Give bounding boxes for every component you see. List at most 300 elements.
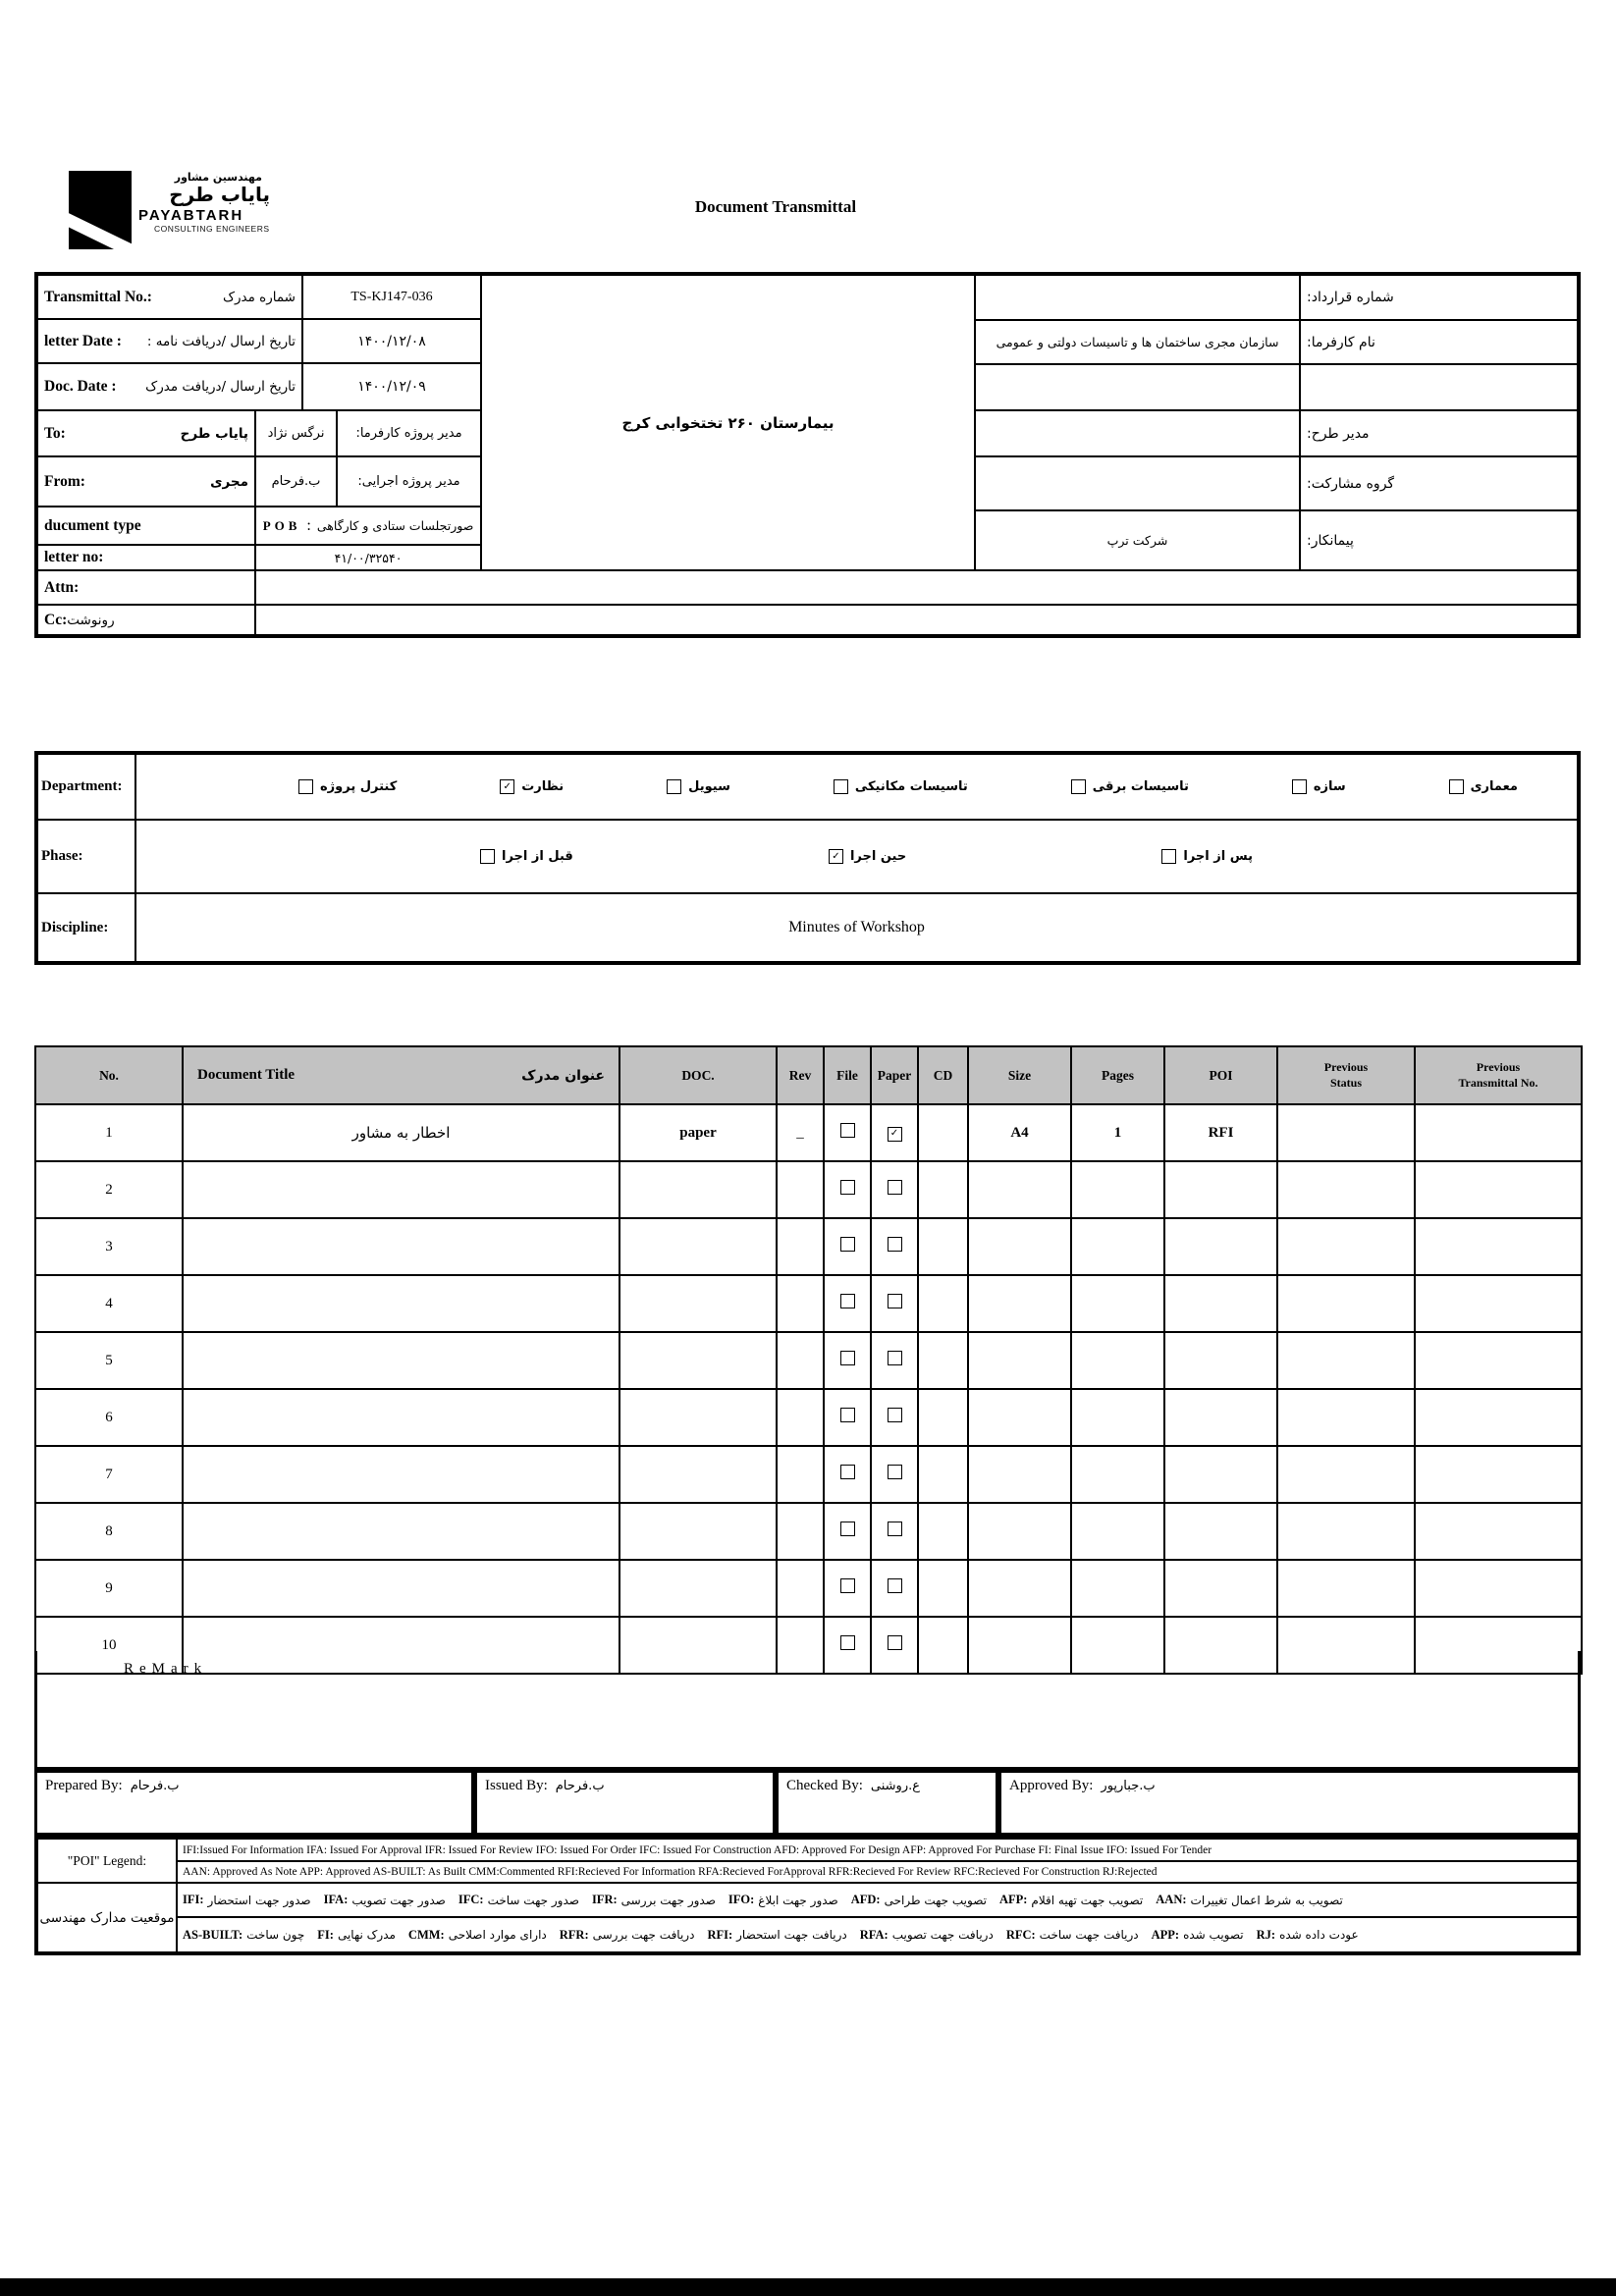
- previous-status-cell: [1277, 1560, 1415, 1617]
- legend-entry-text: دریافت جهت تصویب: [891, 1928, 994, 1942]
- pages-cell: [1071, 1161, 1164, 1218]
- legend-entry-text: تصویب جهت تهیه اقلام: [1031, 1893, 1144, 1907]
- document-list-table: [34, 1045, 1583, 1675]
- from-field: From: مجری: [37, 456, 255, 507]
- file-checkbox-cell: [824, 1275, 871, 1332]
- document-row: [35, 1389, 1582, 1446]
- paper-checkbox-cell: [871, 1218, 918, 1275]
- pages-cell: [1071, 1218, 1164, 1275]
- legend-entry-code: RFA:: [859, 1927, 889, 1942]
- poi-cell: RFI: [1164, 1104, 1277, 1161]
- rev-cell: [777, 1503, 824, 1560]
- department-option-label: تاسیسات برقی: [1092, 779, 1189, 794]
- rev-cell: [777, 1275, 824, 1332]
- paper-checkbox[interactable]: [888, 1465, 902, 1479]
- document-title-cell: [183, 1560, 619, 1617]
- file-checkbox[interactable]: [840, 1237, 855, 1252]
- paper-checkbox-cell: [871, 1446, 918, 1503]
- logo-en-name: PAYABTARH: [138, 207, 244, 224]
- file-checkbox-cell: [824, 1560, 871, 1617]
- size-cell: [968, 1560, 1071, 1617]
- paper-checkbox[interactable]: [888, 1237, 902, 1252]
- paper-checkbox-cell: [871, 1560, 918, 1617]
- document-title-cell: [183, 1275, 619, 1332]
- approved-by-box: Approved By: ب.جبارپور: [998, 1770, 1581, 1836]
- previous-status-cell: [1277, 1275, 1415, 1332]
- pages-cell: [1071, 1503, 1164, 1560]
- previous-transmittal-cell: [1415, 1161, 1582, 1218]
- letter-date-value: ۱۴۰۰/۱۲/۰۸: [302, 319, 481, 363]
- poi-cell: [1164, 1332, 1277, 1389]
- legend-entry-text: تصویب شده: [1183, 1928, 1244, 1942]
- doc-type-cell: [619, 1161, 777, 1218]
- legend-entry-code: IFC:: [458, 1893, 484, 1906]
- cd-cell: [918, 1218, 968, 1275]
- department-checkbox[interactable]: [1449, 779, 1464, 794]
- previous-transmittal-cell: [1415, 1218, 1582, 1275]
- document-table-header: [35, 1046, 1582, 1104]
- paper-checkbox-cell: [871, 1389, 918, 1446]
- file-checkbox-cell: [824, 1161, 871, 1218]
- cd-cell: [918, 1389, 968, 1446]
- size-cell: [968, 1389, 1071, 1446]
- poi-legend-table: [34, 1836, 1581, 1955]
- legend-entry: [1156, 1893, 1343, 1907]
- legend-entry-code: AFD:: [850, 1893, 881, 1906]
- row-number-cell: 10: [35, 1617, 183, 1674]
- file-checkbox-cell: [824, 1446, 871, 1503]
- col-file: File: [824, 1046, 871, 1104]
- row-number-cell: 4: [35, 1275, 183, 1332]
- previous-status-cell: [1277, 1446, 1415, 1503]
- empty-row-label: [1300, 364, 1578, 410]
- col-title: Document Title عنوان مدرک: [183, 1046, 619, 1104]
- legend-english-line-2: AAN: Approved As Note APP: Approved AS-BUILT: As Built CMM:Commented RFI:Recieved For Information RFA:Recieved ForApproval RFR:Recieved For Review RFC:Recieved For Construction RJ:Rejected: [177, 1861, 1578, 1883]
- doc-type-cell: [619, 1218, 777, 1275]
- doc-type-cell: [619, 1275, 777, 1332]
- department-checkbox[interactable]: ✓: [500, 779, 514, 794]
- approved-by-value: ب.جبارپور: [1101, 1779, 1156, 1793]
- department-option: [500, 779, 564, 794]
- document-row: [35, 1218, 1582, 1275]
- rev-cell: [777, 1332, 824, 1389]
- remark-label: ReMark: [124, 1661, 208, 1677]
- legend-entry-text: دریافت جهت استحضار: [736, 1928, 847, 1942]
- department-label: Department:: [37, 754, 135, 820]
- col-poi: POI: [1164, 1046, 1277, 1104]
- legend-entry: [183, 1928, 304, 1943]
- file-checkbox-cell: [824, 1104, 871, 1161]
- doc-date-value: ۱۴۰۰/۱۲/۰۹: [302, 363, 481, 410]
- department-option: [667, 779, 730, 794]
- partnership-group-label: گروه مشارکت:: [1300, 456, 1578, 510]
- document-title-cell: [183, 1161, 619, 1218]
- legend-farsi-line-1: [177, 1883, 1578, 1917]
- legend-entry: [999, 1893, 1143, 1907]
- file-checkbox[interactable]: [840, 1635, 855, 1650]
- file-checkbox-cell: [824, 1389, 871, 1446]
- size-cell: [968, 1446, 1071, 1503]
- attn-value[interactable]: [255, 570, 1578, 605]
- legend-entry: [707, 1928, 846, 1943]
- file-checkbox[interactable]: [840, 1294, 855, 1308]
- document-title-cell: [183, 1218, 619, 1275]
- rev-cell: [777, 1560, 824, 1617]
- checked-by-box: Checked By: ع.روشنی: [776, 1770, 998, 1836]
- file-checkbox[interactable]: [840, 1123, 855, 1138]
- row-number-cell: 5: [35, 1332, 183, 1389]
- legend-entry: [560, 1928, 695, 1943]
- contract-no-label: شماره قرارداد:: [1300, 275, 1578, 320]
- col-previous-status: Previous Status: [1277, 1046, 1415, 1104]
- legend-entry: [1257, 1928, 1359, 1943]
- paper-checkbox[interactable]: [888, 1180, 902, 1195]
- previous-status-cell: [1277, 1161, 1415, 1218]
- doc-type-cell: [619, 1560, 777, 1617]
- paper-checkbox[interactable]: [888, 1635, 902, 1650]
- legend-entry-code: IFR:: [591, 1893, 618, 1906]
- phase-checkbox[interactable]: ✓: [829, 849, 843, 864]
- transmittal-no-label: Transmittal No.: شماره مدرک: [37, 275, 302, 319]
- legend-entry-code: FI:: [317, 1927, 334, 1942]
- paper-checkbox[interactable]: [888, 1351, 902, 1365]
- transmittal-no-value: TS-KJ147-036: [302, 275, 481, 319]
- department-option-label: نظارت: [521, 779, 565, 794]
- row-number-cell: 8: [35, 1503, 183, 1560]
- row-number-cell: 6: [35, 1389, 183, 1446]
- col-rev: Rev: [777, 1046, 824, 1104]
- contractor-value: شرکت ترپ: [975, 510, 1300, 570]
- poi-cell: [1164, 1560, 1277, 1617]
- client-pm-label: مدیر پروژه کارفرما:: [337, 410, 481, 456]
- department-option: [834, 779, 968, 794]
- legend-entry: [317, 1928, 396, 1943]
- prepared-by-value: ب.فرحام: [130, 1779, 180, 1793]
- document-title-cell: [183, 1332, 619, 1389]
- paper-checkbox[interactable]: [888, 1578, 902, 1593]
- client-name-value: سازمان مجری ساختمان ها و تاسیسات دولتی و عمومی: [975, 320, 1300, 364]
- file-checkbox-cell: [824, 1503, 871, 1560]
- col-previous-transmittal: Previous Transmittal No.: [1415, 1046, 1582, 1104]
- legend-entry-text: صدور جهت تصویب: [351, 1893, 446, 1907]
- poi-cell: [1164, 1446, 1277, 1503]
- letter-no-value: ۴۱/۰۰/۳۲۵۴۰: [255, 545, 481, 570]
- legend-entry-text: صدور جهت بررسی: [620, 1893, 716, 1907]
- document-title-cell: [183, 1503, 619, 1560]
- signature-row: [34, 1770, 1581, 1836]
- size-cell: [968, 1332, 1071, 1389]
- file-checkbox-cell: [824, 1332, 871, 1389]
- phase-option: [829, 849, 906, 864]
- remark-section[interactable]: [34, 1651, 1581, 1770]
- design-manager-label: مدیر طرح:: [1300, 410, 1578, 456]
- to-person: نرگس نژاد: [255, 410, 337, 456]
- phase-option-label: حین اجرا: [849, 849, 907, 864]
- department-checkbox[interactable]: [834, 779, 848, 794]
- transmittal-info-table: [34, 272, 1581, 638]
- pages-cell: [1071, 1275, 1164, 1332]
- documents-status-label: موقعیت مدارک مهندسی: [37, 1883, 177, 1952]
- legend-entry-code: IFO:: [727, 1893, 755, 1906]
- phase-option-label: قبل از اجرا: [502, 849, 573, 864]
- legend-entry: [1152, 1928, 1244, 1943]
- document-row: [35, 1446, 1582, 1503]
- phase-option-label: پس از اجرا: [1183, 849, 1253, 864]
- paper-checkbox[interactable]: [888, 1294, 902, 1308]
- logo-fa-name: پایاب طرح: [169, 183, 270, 206]
- document-row: [35, 1503, 1582, 1560]
- legend-english-line-1: IFI:Issued For Information IFA: Issued For Approval IFR: Issued For Review IFO: Issued For Order IFC: Issued For Construction AFD: Approved For Design AFP: Approved For Purchase FI: Final Issue IFO: Issued For Tender: [177, 1839, 1578, 1861]
- legend-entry-text: صدور جهت استحضار: [207, 1893, 311, 1907]
- contractor-label: پیمانکار:: [1300, 510, 1578, 570]
- legend-entry-text: عودت داده شده: [1279, 1928, 1359, 1942]
- cd-cell: [918, 1332, 968, 1389]
- bottom-scan-bar: [0, 2278, 1616, 2296]
- document-title-cell: اخطار به مشاور: [183, 1104, 619, 1161]
- poi-cell: [1164, 1161, 1277, 1218]
- empty-row-value: [975, 364, 1300, 410]
- cc-label: Cc: رونوشت: [37, 605, 255, 635]
- client-name-label: نام کارفرما:: [1300, 320, 1578, 364]
- legend-entry-code: RFI:: [707, 1927, 733, 1942]
- legend-entry-code: RFC:: [1005, 1927, 1036, 1942]
- department-checkbox[interactable]: [667, 779, 681, 794]
- previous-transmittal-cell: [1415, 1104, 1582, 1161]
- phase-checkbox[interactable]: [480, 849, 495, 864]
- legend-farsi-line-2: [177, 1917, 1578, 1952]
- row-number-cell: 2: [35, 1161, 183, 1218]
- letter-date-label: letter Date : تاریخ ارسال /دریافت نامه :: [37, 319, 302, 363]
- previous-status-cell: [1277, 1503, 1415, 1560]
- legend-entry: [408, 1928, 547, 1943]
- file-checkbox-cell: [824, 1218, 871, 1275]
- col-doc: DOC.: [619, 1046, 777, 1104]
- document-row: [35, 1560, 1582, 1617]
- legend-entry: [728, 1893, 838, 1907]
- row-number-cell: 1: [35, 1104, 183, 1161]
- logo-en-subtitle: CONSULTING ENGINEERS: [154, 224, 270, 234]
- checked-by-value: ع.روشنی: [870, 1779, 921, 1793]
- to-field: To: پایاب طرح: [37, 410, 255, 456]
- rev-cell: [777, 1218, 824, 1275]
- previous-status-cell: [1277, 1389, 1415, 1446]
- col-paper: Paper: [871, 1046, 918, 1104]
- department-option-label: سیویل: [688, 779, 730, 794]
- legend-entry: [592, 1893, 716, 1907]
- legend-entry-code: AAN:: [1156, 1893, 1187, 1906]
- document-row: [35, 1161, 1582, 1218]
- previous-transmittal-cell: [1415, 1446, 1582, 1503]
- department-phase-table: [34, 751, 1581, 965]
- legend-entry: [458, 1893, 579, 1907]
- discipline-value: Minutes of Workshop: [135, 893, 1578, 962]
- legend-entry-text: دریافت جهت ساخت: [1039, 1928, 1139, 1942]
- col-size: Size: [968, 1046, 1071, 1104]
- issued-by-value: ب.فرحام: [555, 1779, 605, 1793]
- phase-label: Phase:: [37, 820, 135, 893]
- file-checkbox[interactable]: [840, 1522, 855, 1536]
- legend-entry-text: صدور جهت ساخت: [487, 1893, 579, 1907]
- cd-cell: [918, 1104, 968, 1161]
- cd-cell: [918, 1560, 968, 1617]
- col-cd: CD: [918, 1046, 968, 1104]
- document-title-cell: [183, 1446, 619, 1503]
- paper-checkbox-cell: [871, 1104, 918, 1161]
- document-title-cell: [183, 1389, 619, 1446]
- paper-checkbox-cell: [871, 1503, 918, 1560]
- file-checkbox[interactable]: [840, 1351, 855, 1365]
- size-cell: A4: [968, 1104, 1071, 1161]
- paper-checkbox[interactable]: [888, 1522, 902, 1536]
- document-type-label: ducument type: [37, 507, 255, 545]
- legend-entry-code: IFA:: [323, 1893, 349, 1906]
- document-row: [35, 1104, 1582, 1161]
- doc-type-cell: [619, 1503, 777, 1560]
- pages-cell: 1: [1071, 1104, 1164, 1161]
- col-pages: Pages: [1071, 1046, 1164, 1104]
- project-name: بیمارستان ۲۶۰ تختخوابی کرج: [481, 275, 975, 570]
- page-title: Document Transmittal: [694, 197, 857, 216]
- legend-entry-code: RFR:: [559, 1927, 589, 1942]
- legend-entry-text: صدور جهت ابلاغ: [758, 1893, 838, 1907]
- legend-entry-code: IFI:: [183, 1893, 204, 1906]
- department-option-label: تاسیسات مکانیکی: [854, 779, 968, 794]
- design-manager-value: [975, 410, 1300, 456]
- phase-option: [1161, 849, 1253, 864]
- department-checkbox[interactable]: [1071, 779, 1086, 794]
- doc-type-cell: [619, 1332, 777, 1389]
- poi-cell: [1164, 1275, 1277, 1332]
- poi-legend-label: "POI" Legend:: [37, 1839, 177, 1883]
- document-type-value: صورتجلسات ستادی و کارگاهی : POB: [255, 507, 481, 545]
- legend-entry-text: مدرک نهایی: [337, 1928, 396, 1942]
- executive-pm-label: مدیر پروژه اجرایی:: [337, 456, 481, 507]
- to-value: پایاب طرح: [180, 425, 248, 442]
- legend-entry-code: AS-BUILT:: [183, 1927, 243, 1942]
- department-options: [135, 754, 1578, 820]
- cd-cell: [918, 1503, 968, 1560]
- paper-checkbox[interactable]: [888, 1408, 902, 1422]
- row-number-cell: 9: [35, 1560, 183, 1617]
- issued-by-box: Issued By: ب.فرحام: [474, 1770, 776, 1836]
- phase-option: [480, 849, 573, 864]
- poi-cell: [1164, 1218, 1277, 1275]
- paper-checkbox[interactable]: ✓: [888, 1127, 902, 1142]
- rev-cell: _: [777, 1104, 824, 1161]
- rev-cell: [777, 1161, 824, 1218]
- legend-entry: [860, 1928, 994, 1943]
- department-option-label: سازه: [1313, 779, 1346, 794]
- from-value: مجری: [210, 473, 248, 490]
- doc-type-cell: [619, 1446, 777, 1503]
- paper-checkbox-cell: [871, 1161, 918, 1218]
- previous-status-cell: [1277, 1104, 1415, 1161]
- legend-entry-code: RJ:: [1256, 1927, 1276, 1942]
- previous-transmittal-cell: [1415, 1503, 1582, 1560]
- legend-entry: [324, 1893, 446, 1907]
- file-checkbox[interactable]: [840, 1578, 855, 1593]
- department-option: [1071, 779, 1189, 794]
- department-option-label: کنترل پروژه: [320, 779, 398, 794]
- legend-entry-text: چون ساخت: [246, 1928, 305, 1942]
- contract-no-value: [975, 275, 1300, 320]
- size-cell: [968, 1503, 1071, 1560]
- cd-cell: [918, 1446, 968, 1503]
- previous-transmittal-cell: [1415, 1275, 1582, 1332]
- rev-cell: [777, 1389, 824, 1446]
- letter-no-label: letter no:: [37, 545, 255, 570]
- department-option-label: معماری: [1470, 779, 1518, 794]
- legend-entry-text: دارای موارد اصلاحی: [448, 1928, 547, 1942]
- previous-status-cell: [1277, 1332, 1415, 1389]
- previous-transmittal-cell: [1415, 1560, 1582, 1617]
- discipline-label: Discipline:: [37, 893, 135, 962]
- phase-options: [135, 820, 1578, 893]
- document-row: [35, 1332, 1582, 1389]
- pages-cell: [1071, 1560, 1164, 1617]
- pages-cell: [1071, 1389, 1164, 1446]
- department-checkbox[interactable]: [298, 779, 313, 794]
- pages-cell: [1071, 1446, 1164, 1503]
- legend-entry-code: AFP:: [998, 1893, 1028, 1906]
- file-checkbox[interactable]: [840, 1180, 855, 1195]
- prepared-by-box: Prepared By: ب.فرحام: [34, 1770, 474, 1836]
- paper-checkbox-cell: [871, 1332, 918, 1389]
- file-checkbox[interactable]: [840, 1465, 855, 1479]
- size-cell: [968, 1218, 1071, 1275]
- poi-cell: [1164, 1389, 1277, 1446]
- paper-checkbox-cell: [871, 1275, 918, 1332]
- previous-transmittal-cell: [1415, 1332, 1582, 1389]
- department-checkbox[interactable]: [1292, 779, 1307, 794]
- size-cell: [968, 1275, 1071, 1332]
- doc-date-label: Doc. Date : تاریخ ارسال /دریافت مدرک: [37, 363, 302, 410]
- size-cell: [968, 1161, 1071, 1218]
- cd-cell: [918, 1161, 968, 1218]
- cc-value[interactable]: [255, 605, 1578, 635]
- legend-entry-code: CMM:: [407, 1927, 445, 1942]
- department-option: [1292, 779, 1346, 794]
- legend-entry: [1006, 1928, 1139, 1943]
- row-number-cell: 3: [35, 1218, 183, 1275]
- doc-type-cell: paper: [619, 1104, 777, 1161]
- legend-entry-text: دریافت جهت بررسی: [592, 1928, 695, 1942]
- department-option: [1449, 779, 1518, 794]
- pages-cell: [1071, 1332, 1164, 1389]
- legend-entry: [851, 1893, 987, 1907]
- legend-entry-code: APP:: [1151, 1927, 1180, 1942]
- attn-label: Attn:: [37, 570, 255, 605]
- previous-transmittal-cell: [1415, 1389, 1582, 1446]
- legend-entry-text: تصویب جهت طراحی: [884, 1893, 987, 1907]
- from-person: ب.فرحام: [255, 456, 337, 507]
- row-number-cell: 7: [35, 1446, 183, 1503]
- col-no: No.: [35, 1046, 183, 1104]
- legend-entry-text: تصویب به شرط اعمال تغییرات: [1190, 1893, 1343, 1907]
- department-option: [298, 779, 397, 794]
- legend-entry: [183, 1893, 311, 1907]
- cd-cell: [918, 1275, 968, 1332]
- poi-cell: [1164, 1503, 1277, 1560]
- rev-cell: [777, 1446, 824, 1503]
- previous-status-cell: [1277, 1218, 1415, 1275]
- document-row: [35, 1275, 1582, 1332]
- phase-checkbox[interactable]: [1161, 849, 1176, 864]
- file-checkbox[interactable]: [840, 1408, 855, 1422]
- logo-fa-tagline: مهندسین مشاور: [174, 171, 262, 184]
- doc-type-cell: [619, 1389, 777, 1446]
- partnership-group-value: [975, 456, 1300, 510]
